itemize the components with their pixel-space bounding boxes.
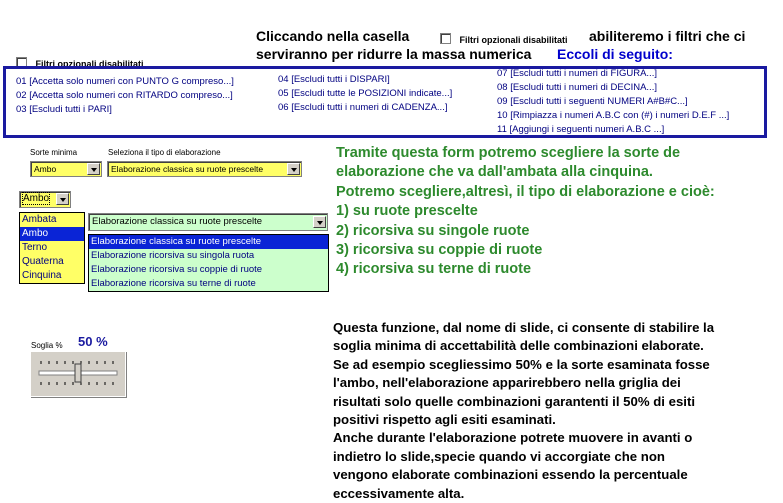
filter-item-10[interactable]: 10 [Rimpiazza i numeri A.B.C con (#) i numeri D.E.F ...] — [497, 110, 730, 121]
description-line: l'ambo, nell'elaborazione apparirebbero nella griglia dei — [333, 375, 681, 391]
slider-thumb — [75, 364, 81, 382]
chevron-down-icon[interactable] — [287, 163, 300, 175]
filter-item-05[interactable]: 05 [Escludi tutte le POSIZIONI indicate...] — [278, 88, 453, 99]
description-line: Questa funzione, dal nome di slide, ci consente di stabilire la — [333, 320, 715, 335]
green-line: Tramite questa form potremo scegliere la sorte de — [336, 145, 681, 161]
sorte-combo[interactable] — [30, 161, 102, 177]
filter-item-06[interactable]: 06 [Escludi tutti i numeri di CADENZA...] — [278, 102, 448, 113]
chevron-down-icon[interactable] — [313, 216, 326, 228]
description-line: risultati solo quelle combinazioni garantenti il 50% di esiti — [333, 393, 695, 409]
slider-panel — [30, 351, 126, 397]
green-line: elaborazione che va dall'ambata alla cinquina. — [336, 164, 653, 181]
tipo-option[interactable]: Elaborazione ricorsiva su terne di ruote — [91, 278, 256, 289]
intro-line2-right: Eccoli di seguito: — [557, 46, 673, 62]
green-line: 1) su ruote prescelte — [336, 203, 478, 220]
tipo-combo-value: Elaborazione classica su ruote prescelte — [111, 164, 264, 174]
sorte-option-selected[interactable]: Ambo — [20, 227, 84, 241]
slide-description — [333, 319, 714, 503]
filter-item-07[interactable]: 07 [Escludi tutti i numeri di FIGURA...] — [497, 68, 657, 79]
green-explanation — [336, 144, 715, 280]
description-line: positivi rispetto agli esiti esaminati. — [333, 412, 556, 428]
intro-line1-left: Cliccando nella casella — [256, 28, 410, 44]
filter-item-09[interactable]: 09 [Escludi tutti i seguenti NUMERI A#B#C...] — [497, 96, 688, 107]
description-line: eccessivamente alta. — [333, 485, 465, 501]
tipo-options-list — [88, 234, 329, 292]
filter-item-08[interactable]: 08 [Escludi tutti i numeri di DECINA...] — [497, 82, 657, 93]
green-line: Potremo scegliere,altresì, il tipo di elaborazione e cioè: — [336, 183, 715, 200]
sorte-dropdown[interactable] — [19, 191, 71, 208]
sorte-option[interactable]: Cinquina — [22, 270, 62, 281]
tipo-label: Seleziona il tipo di elaborazione — [108, 148, 221, 157]
filter-item-01[interactable]: 01 [Accetta solo numeri con PUNTO G compreso...] — [16, 76, 234, 87]
filter-item-04[interactable]: 04 [Escludi tutti i DISPARI] — [278, 74, 390, 85]
description-line: indietro lo slide,specie quando vi accorgiate che non — [333, 448, 665, 464]
green-line: 2) ricorsiva su singole ruote — [336, 222, 530, 239]
sorte-options-list — [19, 212, 85, 284]
chevron-down-icon[interactable] — [56, 193, 69, 205]
slider-label: Soglia % — [31, 341, 63, 350]
sorte-dropdown-value: Ambo — [23, 193, 50, 204]
filter-item-02[interactable]: 02 [Accetta solo numeri con RITARDO compreso...] — [16, 90, 233, 101]
description-line: Se ad esempio scegliessimo 50% e la sorte esaminata fosse — [333, 356, 710, 372]
filter-item-11[interactable]: 11 [Aggiungi i seguenti numeri A.B.C ...] — [497, 124, 665, 135]
sorte-combo-value: Ambo — [34, 164, 57, 174]
intro-line1-right: abiliteremo i filtri che ci — [589, 28, 746, 44]
tipo-option[interactable]: Elaborazione ricorsiva su singola ruota — [91, 250, 255, 261]
sorte-option[interactable]: Quaterna — [22, 256, 64, 267]
slider-value: 50 % — [78, 334, 108, 349]
tipo-option-selected[interactable]: Elaborazione classica su ruote prescelte — [89, 235, 328, 249]
description-line: soglia minima di accettabilità delle combinazioni elaborate. — [333, 338, 704, 354]
intro-line2-left: serviranno per ridurre la massa numerica — [256, 46, 532, 62]
slider[interactable] — [31, 352, 125, 396]
sorte-option[interactable]: Terno — [22, 242, 48, 253]
green-line: 3) ricorsiva su coppie di ruote — [336, 242, 543, 259]
green-line: 4) ricorsiva su terne di ruote — [336, 261, 532, 278]
tipo-dropdown-value: Elaborazione classica su ruote prescelte — [92, 216, 263, 227]
tipo-combo[interactable] — [107, 161, 302, 177]
sorte-option[interactable]: Ambata — [22, 214, 57, 225]
tipo-option[interactable]: Elaborazione ricorsiva su coppie di ruote — [91, 264, 263, 275]
description-line: Anche durante l'elaborazione potrete muovere in avanti o — [333, 430, 693, 446]
description-line: vengono elaborate combinazioni essendo la percentuale — [333, 467, 688, 483]
chevron-down-icon[interactable] — [87, 163, 100, 175]
sorte-label: Sorte minima — [30, 148, 78, 157]
tipo-dropdown[interactable] — [88, 213, 328, 231]
filters-checkbox-label: Filtri opzionali disabilitati — [35, 59, 144, 69]
filter-item-03[interactable]: 03 [Escludi tutti i PARI] — [16, 104, 112, 115]
inline-filter-checkbox-label: Filtri opzionali disabilitati — [459, 35, 568, 45]
inline-filter-checkbox[interactable] — [440, 33, 451, 44]
